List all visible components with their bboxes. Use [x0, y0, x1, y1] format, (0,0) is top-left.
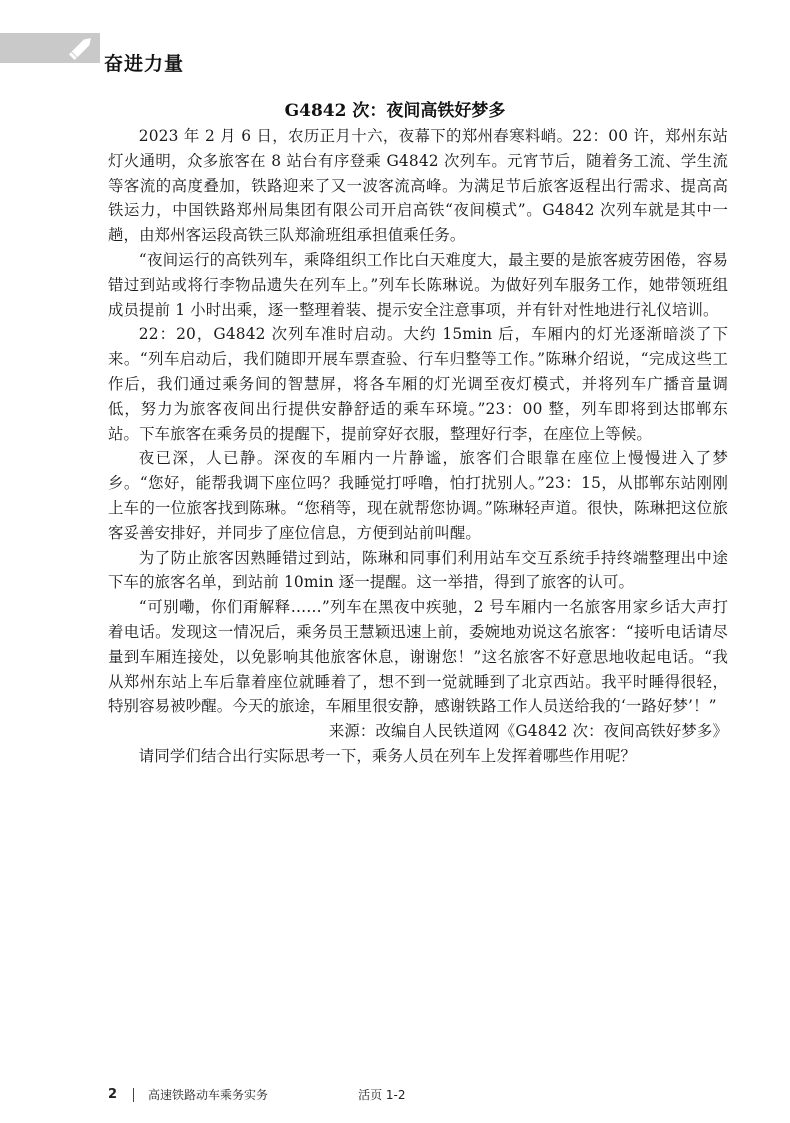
source-citation: 来源：改编自人民铁道网《G4842 次：夜间高铁好梦多》 [328, 722, 728, 741]
loose-leaf-label: 活页 1-2 [358, 1088, 406, 1102]
footer-divider [133, 1088, 134, 1102]
article-body [108, 124, 728, 769]
paragraph: 为了防止旅客因熟睡错过到站，陈琳和同事们利用站车交互系统手持终端整理出中途下车的旅客名单，到站前 10min 逐一提醒。这一举措，得到了旅客的认可。 [108, 548, 728, 592]
page-footer [108, 1086, 405, 1103]
page-number: 2 [108, 1087, 118, 1102]
discussion-question: 请同学们结合出行实际思考一下，乘务人员在列车上发挥着哪些作用呢？ [138, 746, 637, 765]
paragraph: “夜间运行的高铁列车，乘降组织工作比白天难度大，最主要的是旅客疲劳困倦，容易错过到站或将行李物品遗失在列车上。”列车长陈琳说。为做好列车服务工作，她带领班组成员提前 1 小时出乘，逐一整理着装、提示安全注意事项，并有针对性地进行礼仪培训。 [108, 250, 728, 319]
paragraph: “可别嘞，你们甭解释……”列车在黑夜中疾驰，2 号车厢内一名旅客用家乡话大声打着电话。发现这一情况后，乘务员王慧颖迅速上前，委婉地劝说这名旅客：“接听电话请尽量到车厢连接处，以免影响其他旅客休息，谢谢您！”这名旅客不好意思地收起电话。“我从郑州东站上车后靠着座位就睡着了，想不到一觉就睡到了北京西站。我平时睡得很轻，特别容易被吵醒。今天的旅途，车厢里很安静，感谢铁路工作人员送给我的‘一路好梦’！” [108, 598, 728, 716]
paragraph: 2023 年 2 月 6 日，农历正月十六，夜幕下的郑州春寒料峭。22：00 许，郑州东站灯火通明，众多旅客在 8 站台有序登乘 G4842 次列车。元宵节后，随着务工流、学生流等客流的高度叠加，铁路迎来了又一波客流高峰。为满足节后旅客返程出行需求、提高高铁运力，中国铁路郑州局集团有限公司开启高铁“夜间模式”。G4842 次列车就是其中一趟，由郑州客运段高铁三队郑渝班组承担值乘任务。 [108, 127, 728, 245]
section-title: 奋进力量 [104, 53, 185, 75]
pencil-icon [66, 35, 96, 61]
book-title: 高速铁路动车乘务实务 [148, 1088, 269, 1102]
article-title: G4842 次：夜间高铁好梦多 [284, 101, 506, 121]
paragraph: 22：20，G4842 次列车准时启动。大约 15min 后，车厢内的灯光逐渐暗淡了下来。“列车启动后，我们随即开展车票查验、行车归整等工作。”陈琳介绍说，“完成这些工作后，我们通过乘务间的智慧屏，将各车厢的灯光调至夜灯模式，并将列车广播音量调低，努力为旅客夜间出行提供安静舒适的乘车环境。”23：00 整，列车即将到达邯郸东站。下车旅客在乘务员的提醒下，提前穿好衣服，整理好行李，在座位上等候。 [108, 325, 728, 443]
paragraph: 夜已深，人已静。深夜的车厢内一片静谧，旅客们合眼靠在座位上慢慢进入了梦乡。“您好，能帮我调下座位吗？我睡觉打呼噜，怕打扰别人。”23：15，从邯郸东站刚刚上车的一位旅客找到陈琳。“您稍等，现在就帮您协调。”陈琳轻声道。很快，陈琳把这位旅客妥善安排好，并同步了座位信息，方便到站前叫醒。 [108, 449, 728, 542]
